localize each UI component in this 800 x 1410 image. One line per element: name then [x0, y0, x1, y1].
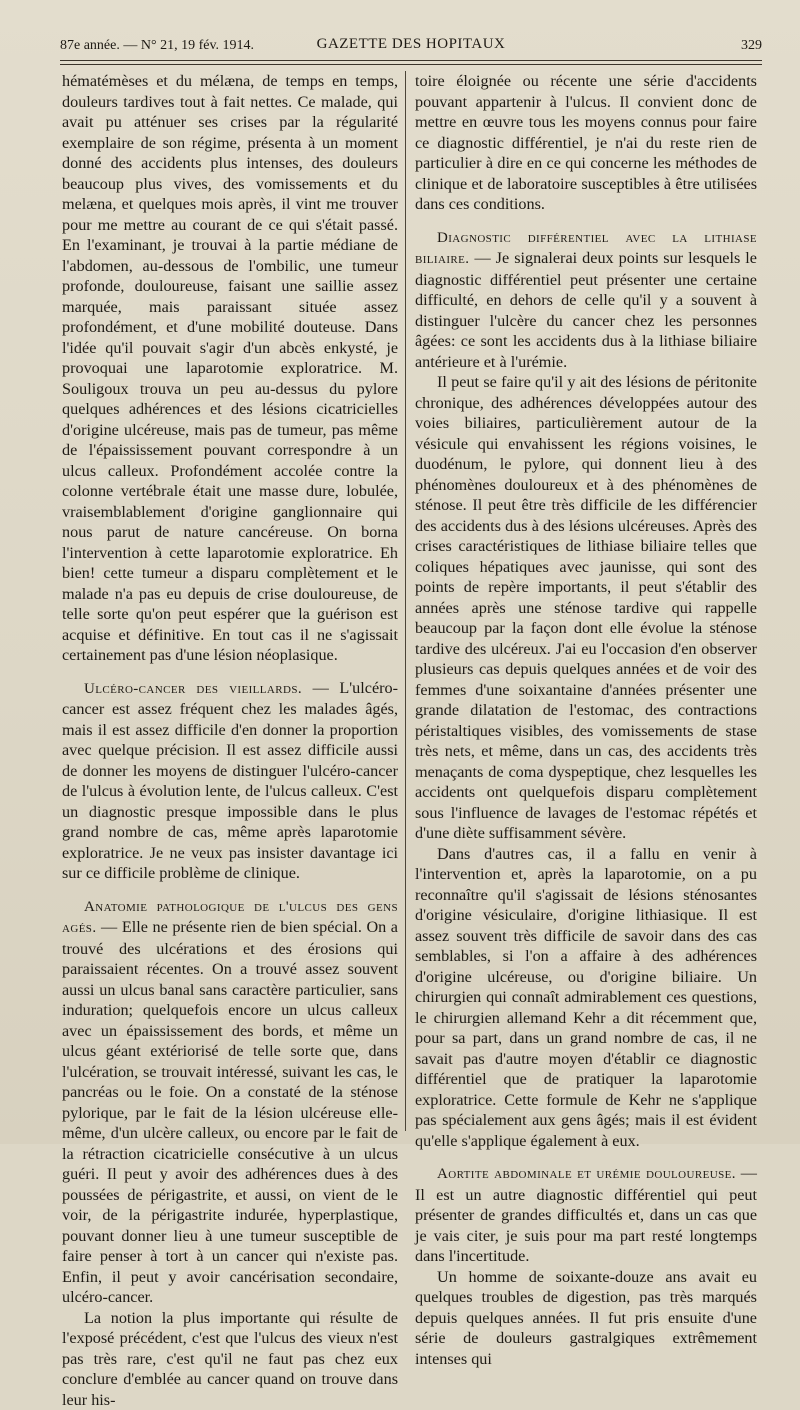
journal-title: GAZETTE DES HOPITAUX [60, 36, 762, 53]
section-text: — L'ulcéro-cancer est assez fréquent chez les malades âgés, mais il est assez difficile d'en donner la proportion avec quelque précision. Il est assez difficile aussi de donner les moyens de distinguer l'ulcéro-cancer de l'ulcus à évolution lente, de l'ulcus calleux. C'est un diagnostic presque impossible dans le plus grand nombre de cas, même après laparotomie exploratrice. Je ne veux pas insister davantage ici sur ce difficile problème de clinique. [62, 679, 398, 883]
section-text: — Il est un autre diagnostic différentiel qui peut présenter de grandes difficultés et, dans un cas que je vais citer, je suis pour ma part resté longtemps dans l'incertitude. [415, 1164, 757, 1265]
section-lithiase-biliaire [415, 227, 757, 373]
section-aortite-abdominale [415, 1163, 757, 1267]
right-column [415, 71, 757, 1369]
left-column [62, 71, 398, 1410]
paragraph: hématémèses et du mélæna, de temps en temps, douleurs tardives tout à fait nettes. Ce malade, qui avait pu atténuer ses crises par la régularité exemplaire de son régime, présenta à un moment donné des accidents plus intenses, des douleurs beaucoup plus vives, des vomissements et du melæna, et quelques mois après, il vint me trouver pour me mettre au courant de ce qui s'était passé. En l'examinant, je trouvai à la partie médiane de l'abdomen, au-dessous de l'ombilic, une tumeur profonde, douloureuse, faisant une saillie assez marquée, mais paraissant située assez profondément, et d'une mobilité douteuse. Dans l'idée qu'il pouvait s'agir d'un abcès enkysté, je provoquai une laparotomie exploratrice. M. Souligoux trouva un peu au-dessus du pylore quelques adhérences et des lésions cicatricielles d'origine ulcéreuse, mais pas de tumeur, pas même de l'épaississement pouvant correspondre à un ulcus calleux. Profondément accolée contre la colonne vertébrale était une masse dure, lobulée, vraisemblablement d'origine ganglionnaire qui nous parut de nature cancéreuse. On borna l'intervention à cette laparotomie exploratrice. Eh bien! cette tumeur a disparu complètement et le malade n'a pas eu depuis de crise douloureuse, de telle sorte qu'on peut espérer que la guérison est acquise et définitive. En tout cas il ne s'agissait certainement pas d'une lésion néoplasique. [62, 71, 398, 666]
paragraph: toire éloignée ou récente une série d'accidents pouvant appartenir à l'ulcus. Il convient donc de mettre en œuvre tous les moyens connus pour faire ce diagnostic différentiel, je n'ai du reste rien de particulier à dire en ce qui concerne les méthodes de clinique et de laboratoire susceptibles à être utilisées dans ces conditions. [415, 71, 757, 215]
header-rule-top [60, 60, 762, 61]
section-title: Diagnostic différentiel avec la lithiase biliaire. [415, 230, 757, 268]
section-anatomie-pathologique [62, 896, 398, 1308]
section-title: Ulcéro-cancer des vieillards. [84, 681, 302, 697]
running-header [60, 34, 762, 56]
header-rule-bottom [60, 64, 762, 65]
section-text: — Elle ne présente rien de bien spécial. On a trouvé des ulcérations et des érosions qui paraissaient récentes. On a trouvé assez souvent aussi un ulcus banal sans caractère particulier, sans induration; quelquefois encore un ulcus calleux avec un épaississement des bords, et même un ulcus géant extériorisé de telle sorte que, dans l'ulcération, se trouvait intéressé, suivant les cas, le pancréas ou le foie. On a constaté de la sténose pylorique, par le fait de la lésion ulcéreuse elle-même, d'un ulcère calleux, ou encore par le fait de la rétraction cicatricielle consécutive à un ulcus guéri. Il peut y avoir des adhérences dues à des poussées de périgastrite, et aussi, on vient de le voir, de la périgastrite indurée, hyperplastique, pouvant donner lieu à une tumeur susceptible de faire penser à tort à un cancer qui n'existe pas. Enfin, il peut y avoir cancérisation secondaire, ulcéro-cancer. [62, 918, 398, 1306]
section-title: Anatomie pathologique de l'ulcus des gens agés. [62, 899, 398, 937]
section-ulcero-cancer [62, 678, 398, 884]
paragraph: Dans d'autres cas, il a fallu en venir à l'intervention et, après la laparotomie, on a pu reconnaître qu'il s'agissait de lésions sténosantes d'origine vésiculaire, d'origine lithiasique. Il est assez souvent très difficile de savoir dans des cas semblables, si l'on a affaire à des adhérences d'origine ulcéreuse, ou d'origine biliaire. Un chirurgien qui connaît admirablement ces questions, le chirurgien allemand Kehr a dit récemment que, pour sa part, dans un grand nombre de cas, il ne savait pas d'autre moyen d'établir ce diagnostic différentiel que de pratiquer la laparotomie exploratrice. Cette formule de Kehr ne s'applique pas spécialement aux gens âgés; mais il est évident qu'elle s'applique également à eux. [415, 844, 757, 1152]
column-divider [405, 71, 406, 1131]
paragraph: La notion la plus importante qui résulte de l'exposé précédent, c'est que l'ulcus des vieux n'est pas très rare, c'est qu'il ne faut pas chez eux conclure d'emblée au cancer quand on trouve dans leur his- [62, 1308, 398, 1410]
issue-info: 87e année. — N° 21, 19 fév. 1914. [60, 38, 254, 54]
page-number: 329 [741, 38, 762, 54]
paragraph: Il peut se faire qu'il y ait des lésions de péritonite chronique, des adhérences développées autour des voies biliaires, particulièrement autour de la vésicule qui envahissent les régions voisines, le duodénum, le pylore, qui donnent lieu à des phénomènes douloureux et à des phénomènes de sténose. Il peut être très difficile de les différencier des accidents dus à des lésions ulcéreuses. Après des crises caractéristiques de lithiase biliaire telles que coliques hépatiques avec jaunisse, qui sont des points de repère importants, il peut s'établir des années après une sténose tardive qui rappelle beaucoup par la façon dont elle évolue la sténose tardive des ulcéreux. J'ai eu l'occasion d'en observer plusieurs cas depuis quelques années et de voir des femmes d'une soixantaine d'années présenter une grande dilatation de l'estomac, des contractions péristaltiques visibles, des vomissements de stase très nets, et même, dans un cas, des accidents très menaçants de coma dyspeptique, chez lesquelles les accidents ont quelquefois disparu complètement sous l'influence de lavages de l'estomac répétés et d'une diète suffisamment sévère. [415, 372, 757, 844]
section-title: Aortite abdominale et urémie douloureuse. [437, 1166, 736, 1182]
section-text: — Je signalerai deux points sur lesquels le diagnostic différentiel peut présenter une certaine difficulté, en dehors de celle qu'il y a souvent à distinguer l'ulcère du cancer chez les personnes âgées: ce sont les accidents dus à la lithiase biliaire antérieure et à l'urémie. [415, 249, 757, 371]
paragraph: Un homme de soixante-douze ans avait eu quelques troubles de digestion, pas très marqués depuis quelques années. Il fut pris ensuite d'une série de douleurs gastralgiques extrêmement intenses qui [415, 1267, 757, 1370]
